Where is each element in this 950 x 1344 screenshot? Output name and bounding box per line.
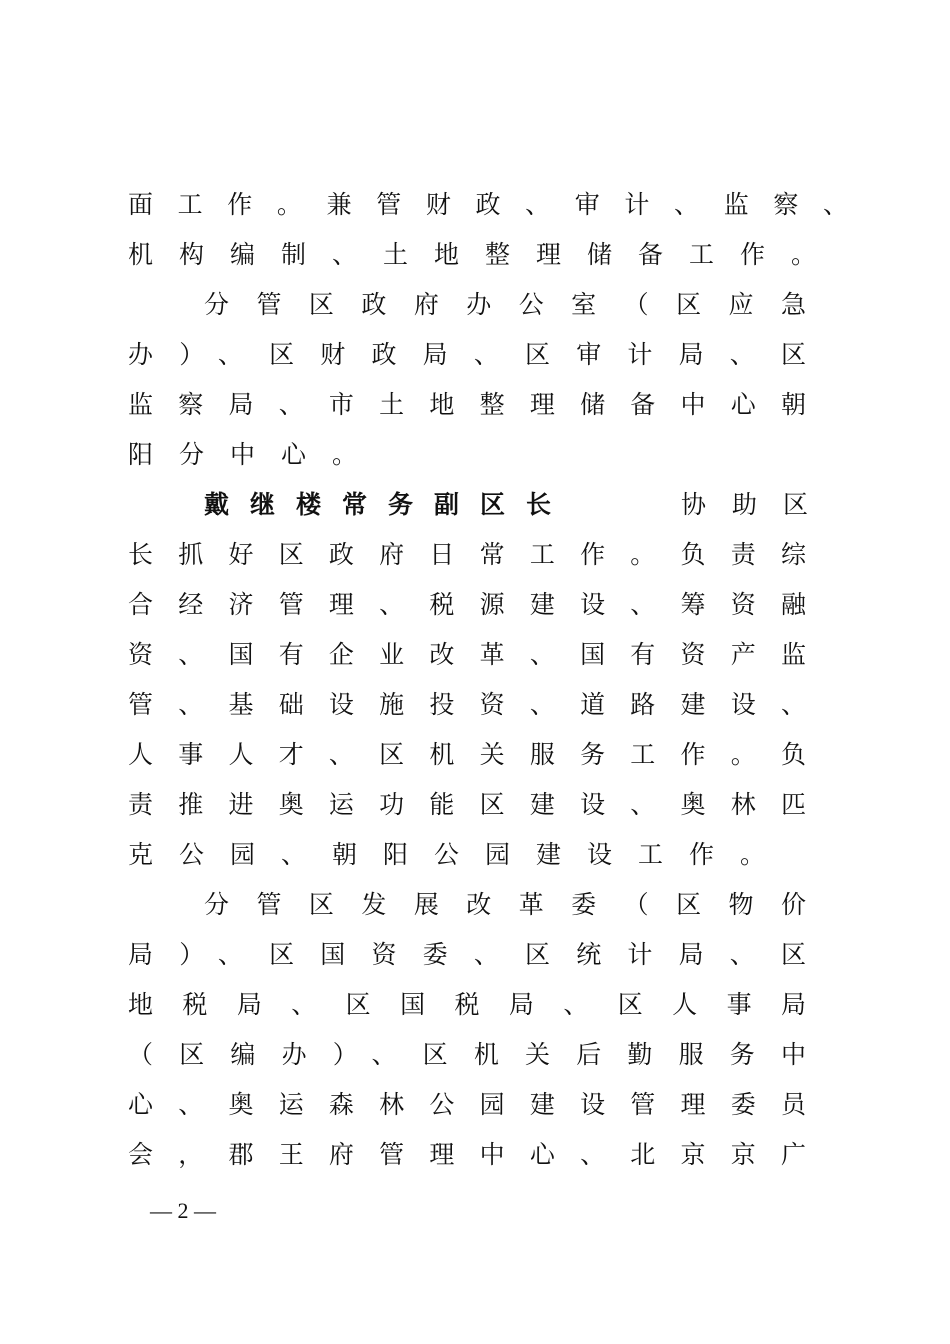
text-line: 克公园、朝阳公园建设工作。 bbox=[128, 840, 792, 869]
text-line: 人事人才、区机关服务工作。负 bbox=[128, 740, 808, 769]
text-line: 合经济管理、税源建设、筹资融 bbox=[128, 590, 808, 619]
text-line: 管、基础设施投资、道路建设、 bbox=[128, 690, 808, 719]
text-line: 阳分中心。 bbox=[128, 440, 384, 469]
page-number: — 2 — bbox=[150, 1198, 216, 1223]
text-line: 办）、区财政局、区审计局、区 bbox=[128, 340, 808, 369]
text-line: 心、奥运森林公园建设管理委员 bbox=[128, 1090, 808, 1119]
text-line: 资、国有企业改革、国有资产监 bbox=[128, 640, 808, 669]
heading-line bbox=[204, 480, 834, 530]
paragraph-first-line: 分管区政府办公室（区应急 bbox=[204, 290, 808, 319]
text-line: 协助区 bbox=[680, 490, 834, 519]
text-line: （区编办）、区机关后勤服务中 bbox=[128, 1040, 808, 1069]
text-line: 地税局、区国税局、区人事局 bbox=[128, 990, 808, 1019]
text-line: 面工作。兼管财政、审计、监察、 bbox=[128, 190, 850, 219]
text-line: 局）、区国资委、区统计局、区 bbox=[128, 940, 808, 969]
text-line: 监察局、市土地整理储备中心朝 bbox=[128, 390, 808, 419]
text-line: 责推进奥运功能区建设、奥林匹 bbox=[128, 790, 808, 819]
text-line: 长抓好区政府日常工作。负责综 bbox=[128, 540, 808, 569]
text-line: 会，郡王府管理中心、北京京广 bbox=[128, 1140, 808, 1169]
paragraph-first-line: 分管区发展改革委（区物价 bbox=[204, 890, 808, 919]
official-title: 戴继楼常务副区长 bbox=[204, 490, 573, 519]
text-line: 机构编制、土地整理储备工作。 bbox=[128, 240, 843, 269]
